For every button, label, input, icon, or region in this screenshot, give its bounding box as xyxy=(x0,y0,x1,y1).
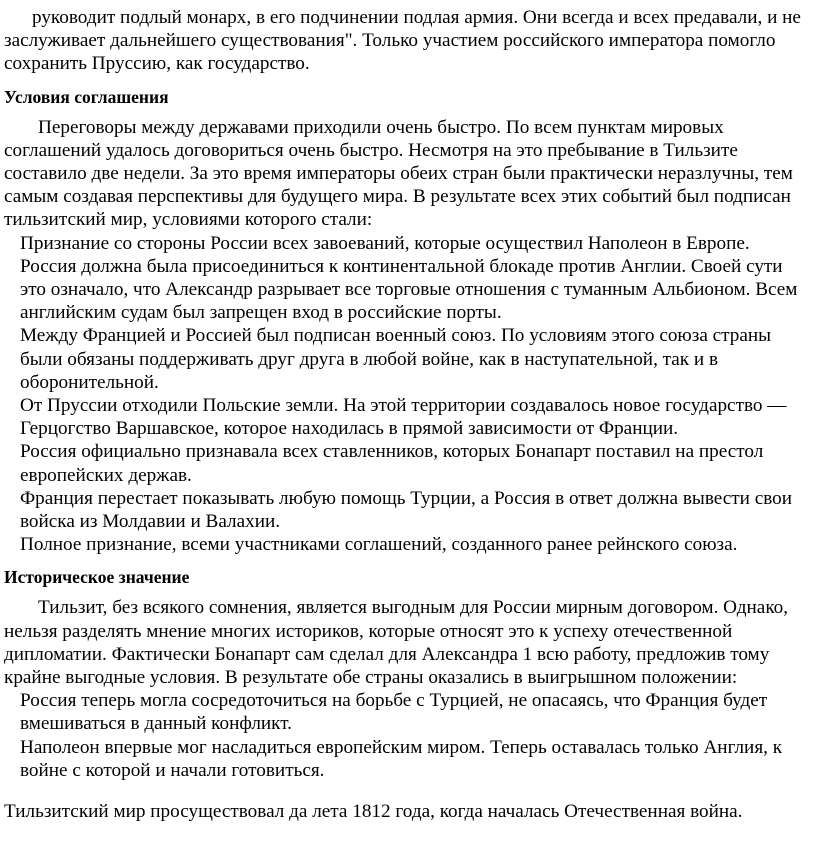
significance-list xyxy=(4,689,812,782)
intro-paragraph: руководит подлый монарх, в его подчинении подлая армия. Они всегда и всех предавали, и не заслуживает дальнейшего существования". Только участием российского императора помогло сохранить Пруссию, как государство. xyxy=(4,7,801,75)
list-item: Между Францией и Россией был подписан военный союз. По условиям этого союза страны были обязаны поддерживать друг друга в любой войне, как в наступательной, так и в оборонительной. xyxy=(20,325,772,393)
list-item: Франция перестает показывать любую помощь Турции, а Россия в ответ должна вывести свои войска из Молдавии и Валахии. xyxy=(20,487,793,533)
final-paragraph: Тильзитский мир просуществовал да лета 1812 года, когда началась Отечественная война. xyxy=(4,801,743,823)
heading-significance: Историческое значение xyxy=(4,567,190,588)
terms-list xyxy=(4,232,812,557)
heading-terms: Условия соглашения xyxy=(4,86,169,107)
list-item: Признание со стороны России всех завоеваний, которые осуществил Наполеон в Европе. xyxy=(20,232,750,254)
list-item: Россия официально признавала всех ставленников, которых Бонапарт поставил на престол европейских держав. xyxy=(20,441,764,486)
list-item: Наполеон впервые мог насладиться европейским миром. Теперь оставалась только Англия, к войне с которой и начали готовиться. xyxy=(20,736,783,781)
significance-paragraph: Тильзит, без всякого сомнения, является выгодным для России мирным договором. Однако, нельзя разделять мнение многих историков, которые относят это к успеху отечественной дипломатии. Фактически Бонапарт сам сделал для Александра 1 всю работу, предложив тому крайне выгодные условия. В результате обе страны оказались в выигрышном положении: xyxy=(4,597,789,689)
list-item: Полное признание, всеми участниками соглашений, созданного ранее рейнского союза. xyxy=(20,534,738,556)
terms-paragraph: Переговоры между державами приходили очень быстро. По всем пунктам мировых соглашений удалось договориться очень быстро. Несмотря на это пребывание в Тильзите составило две недели. За это время императоры обеих стран были практически неразлучны, тем самым создавая перспективы для будущего мира. В результате всех этих событий был подписан тильзитский мир, условиями которого стали: xyxy=(4,116,793,231)
list-item: Россия должна была присоединиться к континентальной блокаде против Англии. Своей сути это означало, что Александр разрывает все торговые отношения с туманным Альбионом. Всем английским судам был запрещен вход в российские порты. xyxy=(20,255,798,324)
list-item: Россия теперь могла сосредоточиться на борьбе с Турцией, не опасаясь, что Франция будет вмешиваться в данный конфликт. xyxy=(20,690,768,735)
list-item: От Пруссии отходили Польские земли. На этой территории создавалось новое государство — Герцогство Варшавское, которое находилась в прямой зависимости от Франции. xyxy=(20,395,787,440)
